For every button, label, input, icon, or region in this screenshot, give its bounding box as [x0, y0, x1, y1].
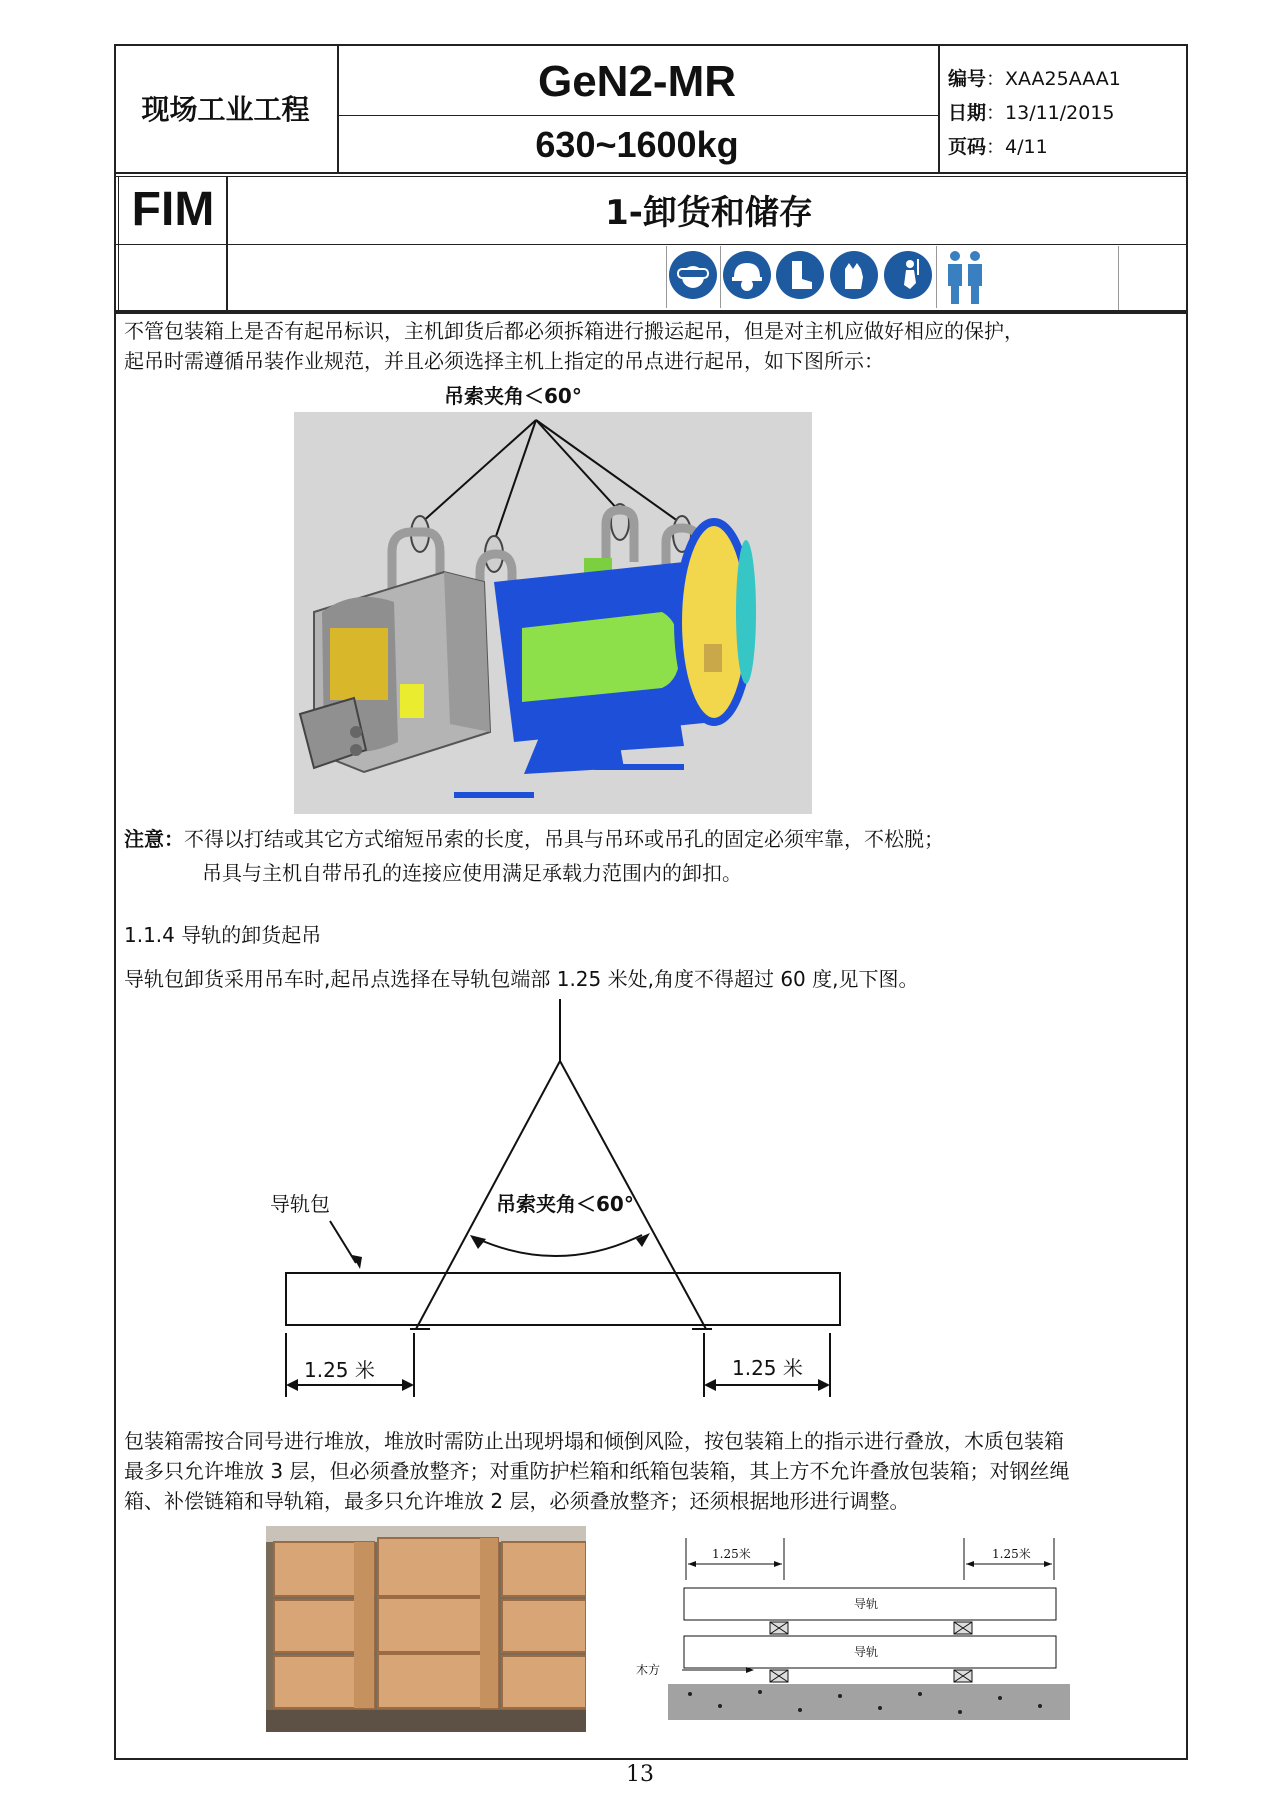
doc-code: 编号：XAA25AAA1	[948, 68, 1121, 90]
stacking-line: 包装箱需按合同号进行堆放，堆放时需防止出现坍塌和倾倒风险，按包装箱上的指示进行叠放，木质包装箱	[124, 1429, 1064, 1453]
rail-lifting-diagram	[260, 995, 850, 1405]
divider	[938, 44, 940, 172]
rail-bottom-label: 导轨	[854, 1645, 879, 1659]
gloves-icon	[828, 246, 880, 308]
stacked-crates-photo	[266, 1526, 586, 1732]
divider	[114, 172, 1188, 174]
safety-boots-icon	[774, 246, 826, 308]
rail-dim-right: 1.25 米	[732, 1356, 803, 1380]
rail-dim-left: 1.25 米	[304, 1358, 375, 1382]
rail-heading: 1.1.4 导轨的卸货起吊	[124, 923, 322, 947]
safety-goggles-icon	[666, 246, 719, 308]
two-workers-icon	[936, 246, 993, 308]
stacking-line: 最多只允许堆放 3 层，但必须叠放整齐；对重防护栏箱和纸箱包装箱，其上方不允许叠放包装箱；对钢丝绳	[124, 1459, 1070, 1483]
page-number: 13	[626, 1762, 654, 1787]
rail-stacking-diagram	[630, 1534, 1076, 1734]
doc-page: 页码：4/11	[948, 136, 1048, 158]
fim-label: FIM	[131, 182, 215, 236]
hard-hat-icon	[720, 246, 773, 308]
product-title: GeN2-MR	[537, 57, 737, 106]
section-title: 1-卸货和储存	[605, 192, 813, 233]
divider	[337, 115, 938, 116]
doc-date: 日期：13/11/2015	[948, 102, 1115, 124]
lifting-angle-caption: 吊索夹角＜60°	[444, 384, 582, 408]
intro-line: 起吊时需遵循吊装作业规范，并且必须选择主机上指定的吊点进行起吊，如下图所示：	[124, 349, 884, 373]
intro-line: 不管包装箱上是否有起吊标识，主机卸货后都必须拆箱进行搬运起吊，但是对主机应做好相应的保护，	[124, 319, 1024, 343]
note-line: 注意：不得以打结或其它方式缩短吊索的长度，吊具与吊环或吊孔的固定必须牢靠，不松脱；	[124, 827, 944, 851]
rail-package-label: 导轨包	[270, 1192, 330, 1216]
stacking-line: 箱、补偿链箱和导轨箱，最多只允许堆放 2 层，必须叠放整齐；还须根据地形进行调整。	[124, 1489, 910, 1513]
rail-text: 导轨包卸货采用吊车时,起吊点选择在导轨包端部 1.25 米处,角度不得超过 60 度,见下图。	[124, 967, 919, 991]
divider	[1118, 246, 1119, 310]
rail-angle-label: 吊索夹角＜60°	[496, 1192, 634, 1216]
safety-harness-icon	[882, 246, 934, 308]
divider	[114, 244, 1188, 245]
capacity-range: 630~1600kg	[535, 124, 739, 165]
stack-dim-left: 1.25米	[712, 1547, 751, 1561]
stack-dim-right: 1.25米	[992, 1547, 1031, 1561]
department-name: 现场工业工程	[141, 93, 310, 126]
motor-lifting-illustration	[294, 412, 812, 814]
rail-top-label: 导轨	[854, 1597, 879, 1611]
timber-label: 木方	[636, 1663, 661, 1677]
note-line: 吊具与主机自带吊孔的连接应使用满足承载力范围内的卸扣。	[202, 861, 742, 885]
